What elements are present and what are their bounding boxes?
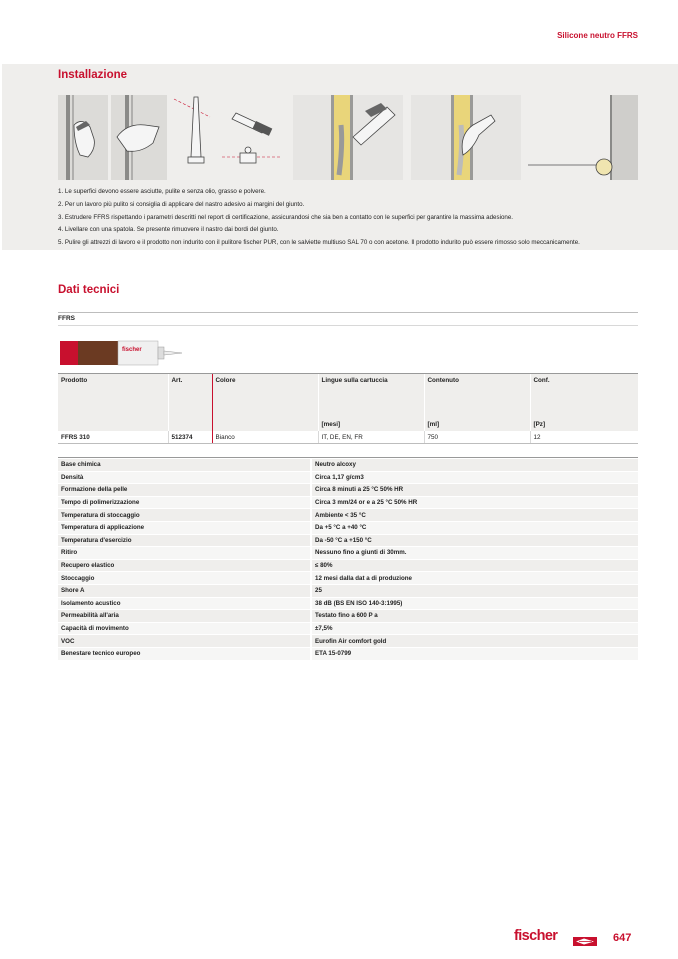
- tape-removal-illustration: [528, 95, 638, 180]
- spec-key: Formazione della pelle: [58, 484, 311, 497]
- cell-product: FFRS 310: [58, 431, 168, 444]
- cell-article: 512374: [168, 431, 212, 444]
- spec-value: Testato fino a 600 P a: [311, 610, 638, 623]
- spec-key: Tempo di polimerizzazione: [58, 496, 311, 509]
- spec-value: ETA 15-0799: [311, 647, 638, 660]
- spec-value: 38 dB (BS EN ISO 140-3:1995): [311, 597, 638, 610]
- spec-row: [58, 572, 638, 585]
- spec-value: 12 mesi dalla dat a di produzione: [311, 572, 638, 585]
- spec-row: [58, 484, 638, 497]
- spec-key: Recupero elastico: [58, 559, 311, 572]
- divider: [58, 457, 638, 458]
- spec-value: Circa 8 minuti a 25 °C 50% HR: [311, 484, 638, 497]
- fischer-logo-mark: [573, 933, 597, 942]
- spec-key: Shore A: [58, 584, 311, 597]
- spec-value: ±7,5%: [311, 622, 638, 635]
- document-header-title: Silicone neutro FFRS: [557, 31, 638, 40]
- spec-key: Base chimica: [58, 459, 311, 471]
- installation-steps: [58, 186, 580, 250]
- spec-row: [58, 534, 638, 547]
- technical-data-title: Dati tecnici: [58, 284, 120, 296]
- spec-key: Temperatura di applicazione: [58, 521, 311, 534]
- spec-value: Circa 1,17 g/cm3: [311, 471, 638, 484]
- article-table: [58, 373, 638, 444]
- masking-tape-illustration: [111, 95, 167, 180]
- cell-content: 750: [424, 431, 530, 444]
- column-header-pack: Conf. [Pz]: [530, 374, 638, 432]
- spec-row: [58, 471, 638, 484]
- surface-cleaning-illustration: [58, 95, 108, 180]
- installation-step: 4. Livellare con una spatola. Se presente rimuovere il nastro dai bordi del giunto.: [58, 226, 279, 234]
- cartridge-brand-text: fischer: [122, 347, 142, 353]
- spec-value: 25: [311, 584, 638, 597]
- spec-row: [58, 547, 638, 560]
- column-header-article: Art.: [168, 374, 212, 432]
- cell-color: Bianco: [212, 431, 318, 444]
- spec-value: Circa 3 mm/24 or e a 25 °C 50% HR: [311, 496, 638, 509]
- spec-table: [58, 459, 638, 661]
- column-header-languages: Lingue sulla cartuccia [mesi]: [318, 374, 424, 432]
- spec-row: [58, 622, 638, 635]
- column-header-content: Contenuto [ml]: [424, 374, 530, 432]
- spec-value: Nessuno fino a giunti di 30mm.: [311, 547, 638, 560]
- spec-value: Da -50 °C a +150 °C: [311, 534, 638, 547]
- page-number: 647: [613, 932, 632, 944]
- spec-value: Da +5 °C a +40 °C: [311, 521, 638, 534]
- spec-key: Benestare tecnico europeo: [58, 647, 311, 660]
- column-header-product: Prodotto: [58, 374, 168, 432]
- spec-key: Stoccaggio: [58, 572, 311, 585]
- spatula-smoothing-illustration: [411, 95, 521, 180]
- spec-row: [58, 459, 638, 471]
- cartridge-cutting-illustration: [170, 95, 290, 180]
- column-header-color: Colore: [212, 374, 318, 432]
- spec-row: [58, 521, 638, 534]
- spec-row: [58, 584, 638, 597]
- fischer-logo: fischer: [514, 928, 558, 944]
- table-row: [58, 431, 638, 444]
- spec-row: [58, 509, 638, 522]
- installation-step: 1. Le superfici devono essere asciutte, pulite e senza olio, grasso e polvere.: [58, 188, 266, 195]
- spec-row: [58, 610, 638, 623]
- cell-pack: 12: [530, 431, 638, 444]
- spec-value: Eurofin Air comfort gold: [311, 635, 638, 648]
- spec-value: Neutro alcoxy: [311, 459, 638, 471]
- spec-key: Densità: [58, 471, 311, 484]
- spec-row: [58, 496, 638, 509]
- spec-key: Permeabilità all'aria: [58, 610, 311, 623]
- spec-row: [58, 635, 638, 648]
- spec-row: [58, 647, 638, 660]
- product-label: FFRS: [58, 315, 75, 322]
- spec-row: [58, 559, 638, 572]
- spec-row: [58, 597, 638, 610]
- spec-key: Temperatura di stoccaggio: [58, 509, 311, 522]
- spec-value: Ambiente < 35 °C: [311, 509, 638, 522]
- cell-languages: IT, DE, EN, FR: [318, 431, 424, 444]
- gun-application-illustration: [293, 95, 403, 180]
- spec-key: Capacità di movimento: [58, 622, 311, 635]
- installation-step: 2. Per un lavoro più pulito si consiglia di applicare del nastro adesivo ai margini del giunto.: [58, 200, 305, 208]
- installation-title: Installazione: [58, 69, 128, 81]
- divider: [58, 325, 638, 326]
- spec-key: Ritiro: [58, 547, 311, 560]
- spec-value: ≤ 80%: [311, 559, 638, 572]
- spec-key: Isolamento acustico: [58, 597, 311, 610]
- divider: [58, 312, 638, 313]
- installation-step: 3. Estrudere FFRS rispettando i parametri descritti nel report di certificazione, assicurandosi che sia ben a contatto con le superfici per garantire la massima adesione.: [58, 213, 514, 221]
- installation-step: 5. Pulire gli attrezzi di lavoro e il prodotto non indurito con il pulitore fischer PUR, con le salviette multiuso SAL 70 o con acetone. Il prodotto indurito può essere rimosso solo meccanicamente.: [58, 239, 580, 247]
- spec-key: VOC: [58, 635, 311, 648]
- spec-key: Temperatura d'esercizio: [58, 534, 311, 547]
- product-cartridge-image: [58, 335, 184, 371]
